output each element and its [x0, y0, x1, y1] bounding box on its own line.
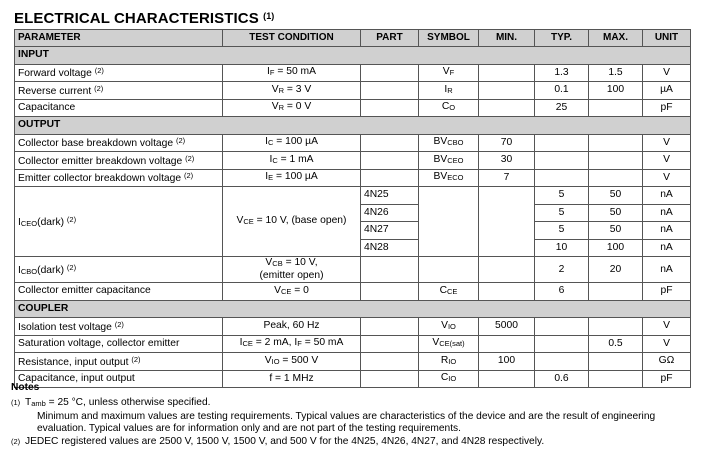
unit-cell: pF [643, 99, 691, 117]
note-1: (1) $T_{amb} = 25$ °C, unless otherwise specified. Minimum and maximum values are testing requirements. Typical values are characteristics of the device and are the result of engineering evaluation. Typical values are for information only and are not part of the testing requirements. [11, 397, 701, 435]
symbol-cell: $C_{CE}$ [419, 283, 479, 301]
max-cell [589, 353, 643, 371]
max-cell: 50 [589, 222, 643, 240]
max-cell [589, 99, 643, 117]
min-cell [479, 82, 535, 100]
unit-cell: V [643, 169, 691, 187]
min-cell [479, 187, 535, 257]
part-cell [361, 257, 419, 283]
param-cell: Saturation voltage, collector emitter [15, 335, 223, 353]
param-cell: Collector emitter breakdown voltage $^{(2)}$ [15, 152, 223, 170]
unit-cell: pF [643, 370, 691, 388]
max-cell: 50 [589, 204, 643, 222]
part-cell: 4N25 [361, 187, 419, 205]
table-row [15, 283, 691, 301]
part-cell: 4N28 [361, 239, 419, 257]
header-typ: TYP. [535, 30, 589, 47]
typ-cell: 2 [535, 257, 589, 283]
condition-cell: $I_F = 50$ mA [223, 64, 361, 82]
symbol-cell: $BV_{ECO}$ [419, 169, 479, 187]
note-1-line-2: Minimum and maximum values are testing requirements. Typical values are characteristics of the device and are the result of engineering [37, 410, 656, 422]
header-test-condition: TEST CONDITION [223, 30, 361, 47]
table-row [15, 169, 691, 187]
unit-cell: pF [643, 283, 691, 301]
table-row [15, 187, 691, 205]
typ-cell: 0.1 [535, 82, 589, 100]
param-cell: Forward voltage $^{(2)}$ [15, 64, 223, 82]
typ-cell [535, 353, 589, 371]
min-cell: 100 [479, 353, 535, 371]
note-2 [11, 436, 701, 448]
min-cell [479, 335, 535, 353]
section-row-output [15, 117, 691, 135]
param-cell: Collector base breakdown voltage $^{(2)}$ [15, 134, 223, 152]
note-2-number: (2) [11, 436, 21, 446]
condition-cell: $V_{CE} = 0$ [223, 283, 361, 301]
max-cell [589, 134, 643, 152]
notes-heading: Notes [11, 382, 40, 393]
min-cell: 30 [479, 152, 535, 170]
condition-cell: $I_{CE} = 2$ mA, $I_F = 50$ mA [223, 335, 361, 353]
part-cell [361, 82, 419, 100]
note-1-number: (1) [11, 398, 21, 408]
typ-cell [535, 318, 589, 336]
symbol-cell: $V_F$ [419, 64, 479, 82]
max-cell [589, 318, 643, 336]
param-cell: $I_{CBO}(dark)$ $^{(2)}$ [15, 257, 223, 283]
param-cell: Isolation test voltage $^{(2)}$ [15, 318, 223, 336]
part-cell: 4N26 [361, 204, 419, 222]
typ-cell: 5 [535, 204, 589, 222]
condition-cell: $V_{IO} = 500$ V [223, 353, 361, 371]
min-cell: 5000 [479, 318, 535, 336]
table-row [15, 152, 691, 170]
max-cell: 1.5 [589, 64, 643, 82]
part-cell [361, 64, 419, 82]
typ-cell: 0.6 [535, 370, 589, 388]
symbol-cell: $BV_{CBO}$ [419, 134, 479, 152]
condition-cell: $V_{CE} = 10$ V, (base open) [223, 187, 361, 257]
note-1-line-3: evaluation. Typical values are for information only and are not part of the testing requirements. [37, 423, 461, 435]
symbol-cell: $C_{IO}$ [419, 370, 479, 388]
unit-cell: nA [643, 239, 691, 257]
min-cell: 7 [479, 169, 535, 187]
symbol-cell: $BV_{CEO}$ [419, 152, 479, 170]
unit-cell: GΩ [643, 353, 691, 371]
symbol-cell: $V_{CE(sat)}$ [419, 335, 479, 353]
unit-cell: V [643, 335, 691, 353]
param-cell: Capacitance, input output [15, 370, 223, 388]
condition-cell: $I_C = 1$ mA [223, 152, 361, 170]
param-cell: Capacitance [15, 99, 223, 117]
max-cell [589, 152, 643, 170]
param-cell: Reverse current $^{(2)}$ [15, 82, 223, 100]
note-2-text: JEDEC registered values are 2500 V, 1500 V, 1500 V, and 500 V for the 4N25, 4N26, 4N27, and 4N28 respectively. [25, 435, 545, 447]
typ-cell [535, 152, 589, 170]
condition-cell: $I_E = 100$ µA [223, 169, 361, 187]
electrical-characteristics-table [14, 29, 691, 388]
table-row [15, 134, 691, 152]
unit-cell: nA [643, 204, 691, 222]
typ-cell [535, 134, 589, 152]
section-row-input [15, 47, 691, 65]
min-cell [479, 257, 535, 283]
table-row [15, 64, 691, 82]
header-unit: UNIT [643, 30, 691, 47]
condition-cell: $V_{CB} = 10$ V, (emitter open) [223, 257, 361, 283]
table-row [15, 82, 691, 100]
typ-cell: 1.3 [535, 64, 589, 82]
unit-cell: nA [643, 222, 691, 240]
title-text: ELECTRICAL CHARACTERISTICS [14, 10, 259, 27]
section-label: OUTPUT [15, 117, 691, 135]
symbol-cell: $C_O$ [419, 99, 479, 117]
table-row [15, 335, 691, 353]
typ-cell: 6 [535, 283, 589, 301]
max-cell [589, 283, 643, 301]
max-cell: 0.5 [589, 335, 643, 353]
section-label: COUPLER [15, 300, 691, 318]
condition-cell: $V_R = 0$ V [223, 99, 361, 117]
symbol-cell: $V_{IO}$ [419, 318, 479, 336]
symbol-cell [419, 187, 479, 257]
section-label: INPUT [15, 47, 691, 65]
table-row [15, 318, 691, 336]
max-cell [589, 169, 643, 187]
table-header-row [15, 30, 691, 47]
unit-cell: V [643, 134, 691, 152]
header-min: MIN. [479, 30, 535, 47]
table-row [15, 353, 691, 371]
typ-cell: 25 [535, 99, 589, 117]
header-max: MAX. [589, 30, 643, 47]
max-cell: 50 [589, 187, 643, 205]
part-cell [361, 169, 419, 187]
param-cell: $I_{CEO}(dark)$ $^{(2)}$ [15, 187, 223, 257]
condition-cell: $V_R = 3$ V [223, 82, 361, 100]
symbol-cell [419, 257, 479, 283]
part-cell [361, 335, 419, 353]
param-cell: Resistance, input output $^{(2)}$ [15, 353, 223, 371]
unit-cell: V [643, 152, 691, 170]
typ-cell: 10 [535, 239, 589, 257]
typ-cell [535, 335, 589, 353]
max-cell: 100 [589, 82, 643, 100]
symbol-cell: $R_{IO}$ [419, 353, 479, 371]
unit-cell: nA [643, 187, 691, 205]
typ-cell: 5 [535, 187, 589, 205]
typ-cell: 5 [535, 222, 589, 240]
notes-section [11, 382, 701, 448]
typ-cell [535, 169, 589, 187]
part-cell [361, 353, 419, 371]
min-cell: 70 [479, 134, 535, 152]
param-cell: Collector emitter capacitance [15, 283, 223, 301]
min-cell [479, 99, 535, 117]
part-cell: 4N27 [361, 222, 419, 240]
part-cell [361, 134, 419, 152]
table-row [15, 257, 691, 283]
unit-cell: V [643, 318, 691, 336]
section-row-coupler [15, 300, 691, 318]
condition-cell: f = 1 MHz [223, 370, 361, 388]
unit-cell: nA [643, 257, 691, 283]
unit-cell: µA [643, 82, 691, 100]
condition-cell: Peak, 60 Hz [223, 318, 361, 336]
part-cell [361, 283, 419, 301]
table-row [15, 99, 691, 117]
part-cell [361, 99, 419, 117]
condition-cell: $I_C = 100$ µA [223, 134, 361, 152]
header-part: PART [361, 30, 419, 47]
part-cell [361, 152, 419, 170]
title-note-ref: (1) [263, 11, 275, 21]
param-cell: Emitter collector breakdown voltage $^{(2)}$ [15, 169, 223, 187]
min-cell [479, 283, 535, 301]
max-cell: 100 [589, 239, 643, 257]
symbol-cell: $I_R$ [419, 82, 479, 100]
header-symbol: SYMBOL [419, 30, 479, 47]
section-title [14, 10, 690, 30]
unit-cell: V [643, 64, 691, 82]
header-parameter: PARAMETER [15, 30, 223, 47]
part-cell [361, 318, 419, 336]
max-cell: 20 [589, 257, 643, 283]
min-cell [479, 64, 535, 82]
